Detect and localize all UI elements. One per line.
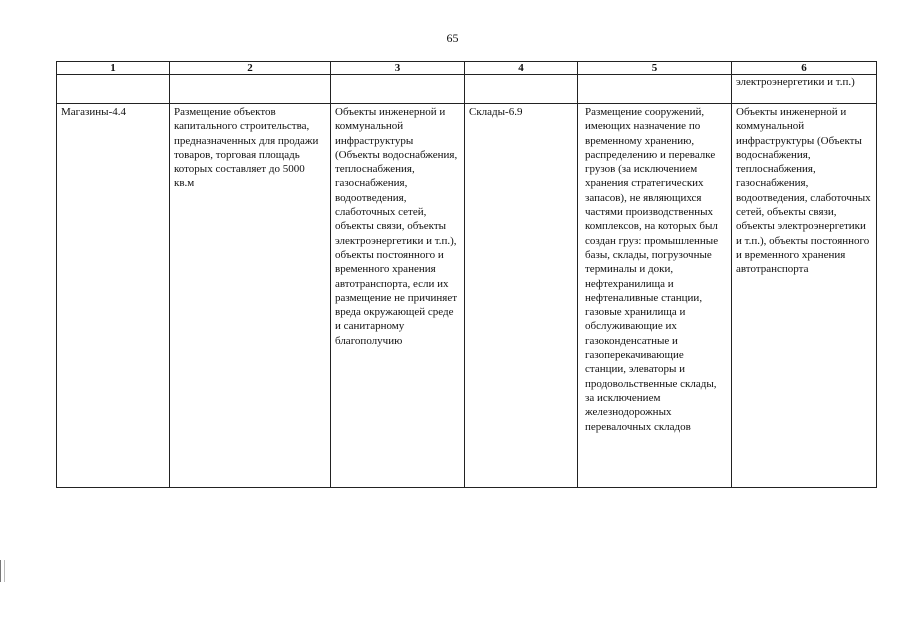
- continuation-cell-6: электроэнергетики и т.п.): [732, 75, 877, 104]
- page-number: 65: [446, 31, 459, 45]
- header-cell-4: 4: [465, 62, 578, 75]
- continuation-cell-1: [57, 75, 170, 104]
- cell-use-type-main: Магазины-4.4: [57, 104, 170, 488]
- header-cell-2: 2: [170, 62, 331, 75]
- continuation-cell-2: [170, 75, 331, 104]
- table-row: [57, 104, 877, 488]
- cell-auxiliary-objects-main: Объекты инженерной и коммунальной инфраструктуры (Объекты водоснабжения, теплоснабжения, газоснабжения, водоотведения, слаботочных сетей, объекты связи, объекты электроэнергетики и т.п.), объекты постоянного и временного хранения автотранспорта, если их размещение не причиняет вреда окружающей среде и санитарному благополучию: [331, 104, 465, 488]
- cell-use-description-main: Размещение объектов капитального строительства, предназначенных для продажи товаров, торговая площадь которых составляет до 5000 кв.м: [170, 104, 331, 488]
- header-cell-1: 1: [57, 62, 170, 75]
- cell-use-description-secondary: [578, 104, 732, 488]
- continuation-cell-5: [578, 75, 732, 104]
- header-cell-5: 5: [578, 62, 732, 75]
- cell-auxiliary-objects-secondary: Объекты инженерной и коммунальной инфраструктуры (Объекты водоснабжения, теплоснабжения, газоснабжения, водоотведения, слаботочных сетей, объекты связи, объекты электроэнергетики и т.п.), объекты постоянного и временного хранения автотранспорта: [732, 104, 877, 488]
- header-row: [57, 62, 877, 75]
- continuation-cell-3: [331, 75, 465, 104]
- header-cell-3: 3: [331, 62, 465, 75]
- header-cell-6: 6: [732, 62, 877, 75]
- margin-mark: [0, 560, 5, 582]
- zoning-table: [56, 61, 877, 488]
- continuation-cell-4: [465, 75, 578, 104]
- cell-use-type-secondary: Склады-6.9: [465, 104, 578, 488]
- cell-text: Размещение сооружений, имеющих назначение по временному хранению, распределению и перевалке грузов (за исключением хранения стратегических запасов), не являющихся частями производственных комплексов, на которых был создан груз: промышленные базы, склады, погрузочные терминалы и доки, нефтехранилища и нефтеналивные станции, газовые хранилища и обслуживающие их газоконденсатные и газоперекачивающие станции, элеваторы и продовольственные склады, за исключением железнодорожных перевалочных складов: [585, 106, 719, 433]
- continuation-row: [57, 75, 877, 104]
